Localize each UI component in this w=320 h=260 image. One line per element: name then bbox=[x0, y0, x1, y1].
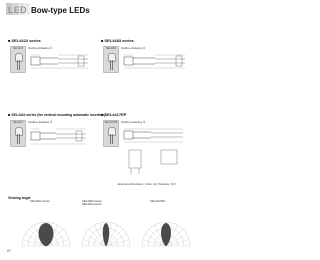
outline-label-4: Outline drawing ④ bbox=[121, 120, 146, 124]
outline-drawing-2 bbox=[121, 52, 191, 72]
section-heading-sel4483: ■ SEL4483 series bbox=[101, 39, 134, 43]
product-photo-sel4483 bbox=[103, 46, 119, 73]
led-lead bbox=[112, 134, 113, 144]
led-lead bbox=[17, 60, 18, 70]
photo-label: SEL4423 bbox=[13, 47, 23, 50]
led-lead bbox=[112, 60, 113, 70]
led-lead bbox=[110, 60, 111, 70]
viewing-angle-plots bbox=[8, 206, 192, 248]
led-lead bbox=[110, 134, 111, 144]
section-heading-sel4424: ■ SEL4424 series (for vertical mounting automatic insertion) bbox=[8, 113, 105, 117]
dimension-notes: ■ General dimensions : Units: mm Tolerance: ±0.3 bbox=[118, 183, 176, 186]
outline-drawing-4 bbox=[121, 126, 191, 176]
polar-grid-ray bbox=[106, 234, 127, 246]
product-photo-sel4417ep bbox=[103, 120, 119, 147]
photo-label: SEL4424 bbox=[13, 121, 23, 124]
led-lead bbox=[17, 134, 18, 144]
outline-label-1: Outline drawing ① bbox=[28, 46, 53, 50]
polar-grid-ray bbox=[83, 240, 106, 246]
plot-label-1: SEL4423 series bbox=[30, 199, 50, 203]
page-title: Bow-type LEDs bbox=[31, 6, 90, 15]
polar-grid-ray bbox=[106, 240, 129, 246]
section-heading-sel4423: ■ SEL4423 series bbox=[8, 39, 41, 43]
polar-grid-ray bbox=[85, 234, 106, 246]
product-photo-sel4424 bbox=[10, 120, 26, 147]
outline-label-3: Outline drawing ③ bbox=[28, 120, 53, 124]
outline-drawing-1 bbox=[28, 52, 94, 72]
product-photo-sel4423 bbox=[10, 46, 26, 73]
page-number: 87 bbox=[7, 249, 11, 253]
plot-label-2: SEL4483 series SEL4424 series bbox=[82, 199, 102, 207]
radiation-pattern-lobe bbox=[103, 223, 109, 246]
outline-label-2: Outline drawing ② bbox=[121, 46, 146, 50]
outline-drawing-3 bbox=[28, 126, 94, 148]
led-lead bbox=[19, 60, 20, 70]
viewing-angle-heading: Viewing angle bbox=[8, 196, 31, 200]
photo-label: SEL4417EP bbox=[104, 121, 118, 124]
category-logo: LED bbox=[8, 5, 27, 15]
plot-label-3: SEL4417EP bbox=[150, 199, 166, 203]
photo-label: SEL4483 bbox=[106, 47, 116, 50]
led-lead bbox=[19, 134, 20, 144]
section-heading-sel4417ep: ■ SEL4417EP bbox=[101, 113, 126, 117]
